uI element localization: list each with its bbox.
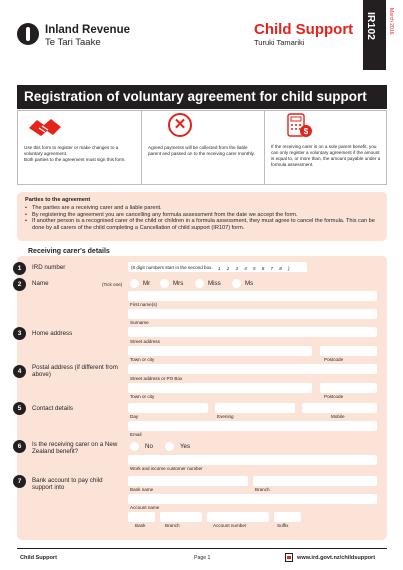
- info-text-1: Use this form to register or make changes to a voluntary agreement. Both parties to the agreement must sign this form.: [24, 145, 126, 162]
- postal-postcode-label: Postcode: [324, 394, 344, 399]
- parties-bullet: • If another person is a recognised carer of the child or children in a formula assessment, they must agree to cancel the formula. This can be done by all carers of the child completing a Cancellation of child support (IR107) form.: [25, 218, 379, 231]
- title-miss-label: Miss: [208, 280, 221, 287]
- section-title: Receiving carer's details: [28, 248, 110, 255]
- info-text-3: If the receiving carer is on a sole parent benefit, you can only register a voluntary agreement if the amount is equal to, or more than, the amount payable under a formula assessment.: [271, 144, 381, 167]
- mobile-phone-label: Mobile: [331, 414, 345, 419]
- postal-address-label: Postal address (if different from above): [32, 364, 118, 379]
- title-mr-label: Mr: [143, 280, 151, 287]
- benefit-yes-radio[interactable]: [165, 442, 174, 451]
- product-maori-title: Turuki Tamariki: [254, 38, 305, 47]
- question-number-5: 5: [13, 402, 26, 415]
- title-mr-radio[interactable]: [130, 279, 139, 288]
- branch-name-label: Branch: [255, 487, 270, 492]
- question-number-7: 7: [13, 475, 26, 488]
- bank-code-label: Bank: [135, 523, 146, 528]
- bank-code-input[interactable]: [128, 512, 155, 522]
- mobile-phone-input[interactable]: [302, 403, 377, 413]
- title-mrs-label: Mrs: [173, 280, 184, 287]
- account-name-input[interactable]: [128, 494, 377, 504]
- ird-number-hint: (8 digit numbers start in the second box.: [131, 265, 213, 270]
- parties-bullet: • The parties are a receiving carer and a liable parent.: [25, 205, 379, 212]
- email-input[interactable]: [128, 421, 377, 431]
- handshake-icon: [27, 114, 63, 140]
- postal-street-input[interactable]: [128, 364, 377, 374]
- benefit-no-label: No: [145, 443, 153, 450]
- page-title: Registration of voluntary agreement for child support: [17, 85, 387, 109]
- parties-bullet: • By registering the agreement you are cancelling any formula assessment from the date we accept the form.: [25, 212, 379, 219]
- postal-postcode-input[interactable]: [320, 383, 377, 393]
- product-title: Child Support: [254, 21, 354, 38]
- ird-number-label: IRD number: [32, 264, 66, 271]
- org-name: Inland Revenue: [45, 24, 130, 36]
- info-column-1: [18, 111, 141, 184]
- footer-divider: [17, 548, 387, 549]
- account-number-label: Account number: [213, 523, 247, 528]
- home-town-label: Town or city: [130, 357, 155, 362]
- svg-text:$: $: [303, 127, 309, 136]
- ird-digit-guide: 1 2 3 4 5 6 7 8 ): [218, 266, 293, 271]
- home-street-label: Street address: [130, 339, 160, 344]
- title-ms-radio[interactable]: [232, 279, 241, 288]
- calculator-icon: [287, 113, 313, 139]
- info-column-3: [265, 111, 387, 184]
- home-street-input[interactable]: [128, 327, 377, 337]
- page-number: Page 1: [194, 555, 211, 561]
- parties-list: [25, 205, 379, 231]
- form-code-bar: [363, 0, 386, 70]
- branch-code-label: Branch: [165, 523, 180, 528]
- parties-panel: [17, 192, 387, 241]
- account-name-label: Account name: [130, 505, 160, 510]
- org-maori-name: Te Tari Taake: [45, 37, 101, 48]
- info-text-2: Agreed payments will be collected from the liable parent and passed on to the receiving carer monthly.: [148, 145, 255, 156]
- tick-one-hint: (Tick one): [102, 282, 123, 287]
- title-ms-label: Ms: [245, 280, 254, 287]
- branch-name-input[interactable]: [253, 476, 377, 486]
- day-phone-label: Day: [130, 414, 139, 419]
- question-number-3: 3: [13, 327, 26, 340]
- form-code: IR102: [365, 12, 377, 41]
- work-income-number-label: Work and income customer number: [130, 466, 203, 471]
- title-miss-radio[interactable]: [195, 279, 204, 288]
- bank-account-label: Bank account to pay child support into: [32, 477, 103, 492]
- footer-url[interactable]: www.ird.govt.nz/childsupport: [297, 555, 376, 561]
- home-address-label: Home address: [32, 330, 73, 337]
- page-header: [0, 0, 403, 80]
- postal-town-input[interactable]: [128, 383, 312, 393]
- parties-heading: Parties to the agreement: [25, 197, 91, 203]
- question-number-6: 6: [13, 440, 26, 453]
- benefit-yes-label: Yes: [180, 443, 191, 450]
- first-names-label: First name(s): [130, 302, 158, 307]
- bank-name-label: Bank name: [130, 487, 154, 492]
- surname-label: Surname: [130, 320, 149, 325]
- footer-title: Child Support: [20, 555, 57, 561]
- surname-input[interactable]: [128, 309, 377, 319]
- contact-details-label: Contact details: [32, 405, 73, 412]
- postal-town-label: Town or city: [130, 394, 155, 399]
- name-label: Name: [32, 280, 49, 287]
- first-names-input[interactable]: [128, 291, 377, 301]
- home-town-input[interactable]: [128, 346, 312, 356]
- suffix-input[interactable]: [274, 512, 301, 522]
- ird-logo-icon: [17, 23, 39, 45]
- title-mrs-radio[interactable]: [160, 279, 169, 288]
- question-number-4: 4: [13, 365, 26, 378]
- postal-street-label: Street address or PO Box: [130, 376, 183, 381]
- work-income-number-input[interactable]: [128, 455, 377, 465]
- bank-name-input[interactable]: [128, 476, 248, 486]
- account-number-input[interactable]: [207, 512, 269, 522]
- benefit-no-radio[interactable]: [130, 442, 139, 451]
- info-box: [17, 110, 387, 185]
- question-number-2: 2: [13, 278, 26, 291]
- question-number-1: 1: [13, 262, 26, 275]
- x-circle-icon: ✕: [168, 113, 192, 137]
- web-icon: [285, 553, 293, 562]
- benefit-question-label: Is the receiving carer on a New Zealand benefit?: [32, 441, 118, 456]
- email-label: Email: [130, 432, 142, 437]
- form-date: March 2016: [388, 8, 394, 35]
- home-postcode-label: Postcode: [324, 357, 344, 362]
- evening-phone-label: Evening: [217, 414, 234, 419]
- branch-code-input[interactable]: [160, 512, 202, 522]
- home-postcode-input[interactable]: [320, 346, 377, 356]
- day-phone-input[interactable]: [128, 403, 208, 413]
- suffix-label: Suffix: [277, 523, 289, 528]
- evening-phone-input[interactable]: [215, 403, 295, 413]
- info-column-2: [141, 111, 265, 184]
